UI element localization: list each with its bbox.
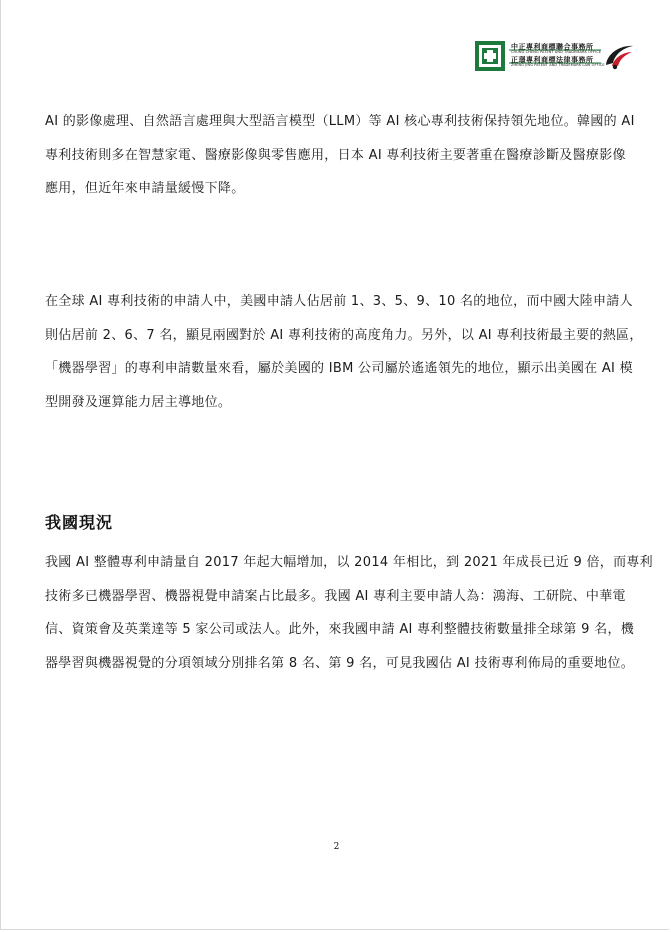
paragraph-ai-leaders bbox=[45, 105, 640, 206]
text-line: 我國 AI 整體專利申請量自 2017 年起大幅增加，以 2014 年相比，到 2021 年成長已近 9 倍，而專利 bbox=[45, 555, 653, 570]
logo-name-line3: 正璟專利商標法律事務所 bbox=[511, 56, 594, 64]
text-line: 器學習與機器視覺的分項領域分別排名第 8 名、第 9 名，可見我國佔 AI 技術專利佈局的重要地位。 bbox=[45, 655, 635, 671]
text-line: 則佔居前 2、6、7 名，顯見兩國對於 AI 專利技術的高度角力。另外，以 AI 專利技術最主要的熱區， bbox=[45, 327, 643, 343]
text-line: AI 的影像處理、自然語言處理與大型語言模型（LLM）等 AI 核心專利技術保持領先地位。韓國的 AI bbox=[45, 114, 635, 129]
firm-logo bbox=[475, 41, 635, 71]
logo-name-line2: CHUNG CHENG PATENT AND TRADEMARK OFFICE bbox=[511, 50, 602, 54]
text-line: 專利技術則多在智慧家電、醫療影像與零售應用，日本 AI 專利技術主要著重在醫療診斷及醫療影像 bbox=[45, 147, 626, 163]
paragraph-applicants bbox=[45, 285, 643, 419]
text-line: 「機器學習」的專利申請數量來看，屬於美國的 IBM 公司屬於遙遙領先的地位，顯示出美國在 AI 模 bbox=[45, 361, 633, 376]
text-line: 在全球 AI 專利技術的申請人中，美國申請人佔居前 1、3、5、9、10 名的地位，而中國大陸申請人 bbox=[45, 294, 633, 309]
text-line: 型開發及運算能力居主導地位。 bbox=[45, 394, 232, 410]
paragraph-taiwan-status bbox=[45, 546, 653, 680]
text-line: 技術多已機器學習、機器視覺申請案占比最多。我國 AI 專利主要申請人為：鴻海、工研院、中華電 bbox=[45, 588, 626, 604]
text-line: 應用，但近年來申請量緩慢下降。 bbox=[45, 181, 245, 196]
logo-name-line4: ZHENG JING PATENT AND TRADEMARK LAW OFFICE bbox=[511, 63, 605, 67]
section-heading: 我國現況 bbox=[45, 513, 114, 532]
logo-name-line1: 中正專利商標聯合事務所 bbox=[511, 43, 594, 51]
text-line: 信、資策會及英業達等 5 家公司或法人。此外，來我國申請 AI 專利整體技術數量排全球第 9 名，機 bbox=[45, 622, 635, 637]
page-number: 2 bbox=[333, 842, 340, 852]
